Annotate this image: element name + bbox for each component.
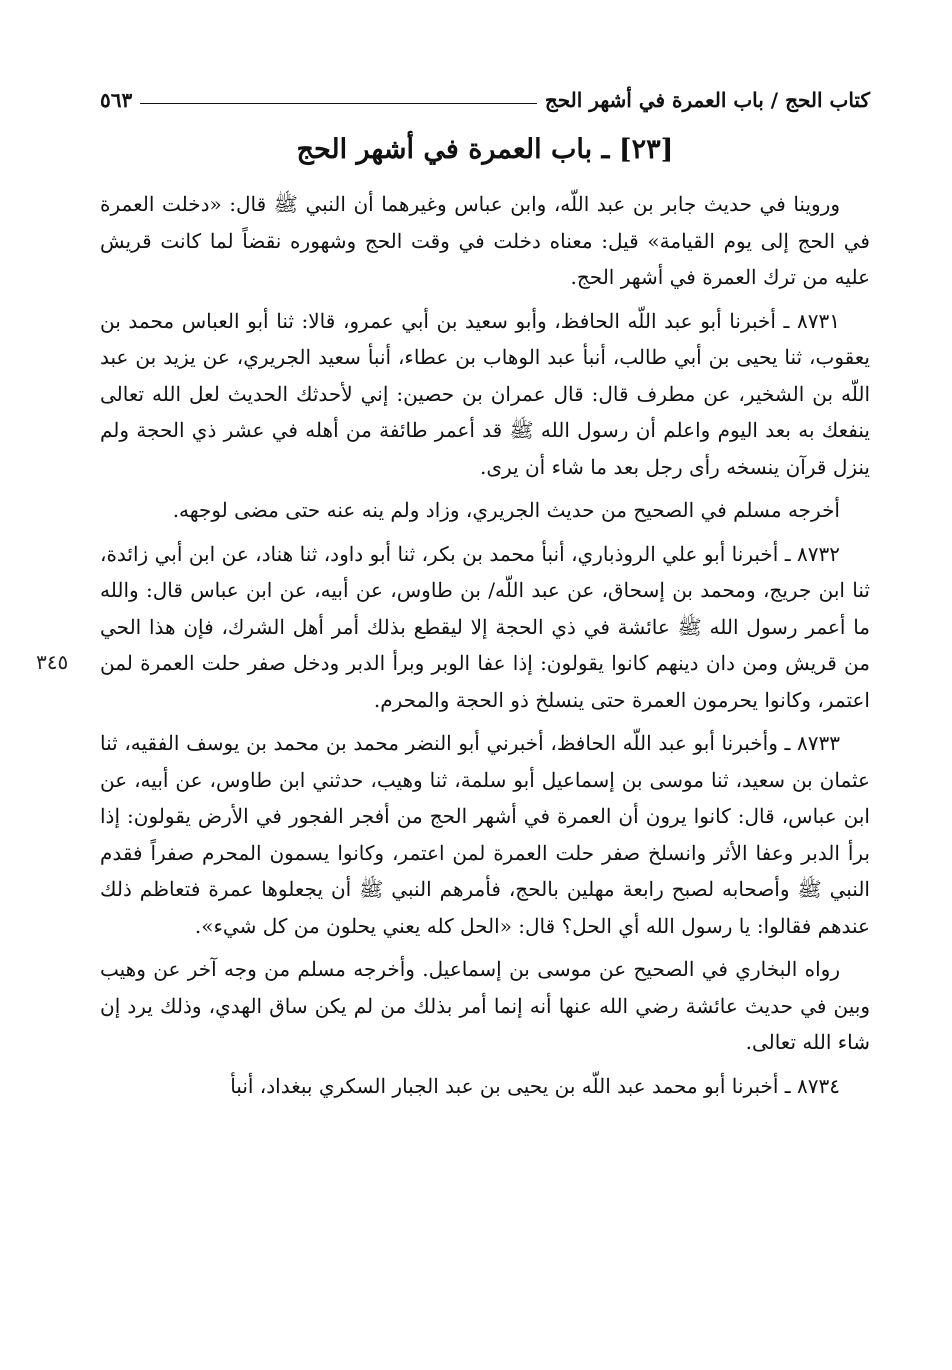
running-header [100, 76, 870, 112]
header-rule [140, 103, 537, 104]
paragraph-takhrij-8733: رواه البخاري في الصحيح عن موسى بن إسماعيل. وأخرجه مسلم من وجه آخر عن وهيب وبين في حديث عائشة رضي الله عنها أنه إنما أمر بذلك من لم يكن ساق الهدي، وذلك يرد إن شاء الله تعالى. [100, 957, 870, 1054]
paragraph-hadith-8732: ٨٧٣٢ ـ أخبرنا أبو علي الروذباري، أنبأ محمد بن بكر، ثنا أبو داود، ثنا هناد، عن ابن أبي زائدة، ثنا ابن جريج، ومحمد بن إسحاق، عن عبد اللّه/ بن طاوس، عن أبيه، عن ابن عباس قال: والله ما أعمر رسول الله ﷺ عائشة في ذي الحجة إلا ليقطع بذلك أمر أهل الشرك، فإن هذا الحي من قريش ومن دان دينهم كانوا يقولون: إذا عفا الوبر وبرأ الدبر ودخل صفر حلت العمرة لمن اعتمر، وكانوا يحرمون العمرة حتى ينسلخ ذو الحجة والمحرم. [100, 541, 870, 712]
paragraph-hadith-8733: ٨٧٣٣ ـ وأخبرنا أبو عبد اللّه الحافظ، أخبرني أبو النضر محمد بن محمد بن يوسف الفقيه، ثنا عثمان بن سعيد، ثنا موسى بن إسماعيل أبو سلمة، ثنا وهيب، حدثني ابن طاوس، عن أبيه، عن ابن عباس، قال: كانوا يرون أن العمرة في أشهر الحج من أفجر الفجور في الأرض يقولون: إذا برأ الدبر وعفا الأثر وانسلخ صفر حلت العمرة لمن اعتمر، وكانوا يسمون المحرم صفراً فقدم النبي ﷺ وأصحابه لصبح رابعة مهلين بالحج، فأمرهم النبي ﷺ أن يجعلوها عمرة فتعاظم ذلك عندهم فقالوا: يا رسول الله أي الحل؟ قال: «الحل كله يعني يحلون من كل شيء». [100, 731, 870, 938]
body-text [100, 186, 870, 1111]
page-number: ٥٦٣ [100, 88, 133, 112]
paragraph-intro: وروينا في حديث جابر بن عبد اللّه، وابن عباس وغيرهما أن النبي ﷺ قال: «دخلت العمرة في الحج إلى يوم القيامة» قيل: معناه دخلت في وقت الحج وشهوره نقضاً لما كانت قريش عليه من ترك العمرة في أشهر الحج. [100, 192, 870, 289]
chapter-title: [٢٣] ـ باب العمرة في أشهر الحج [296, 134, 674, 165]
running-header-title: كتاب الحج / باب العمرة في أشهر الحج [544, 88, 870, 112]
margin-volume-page-note: ٣٤٥ [36, 650, 69, 674]
paragraph-hadith-8734: ٨٧٣٤ ـ أخبرنا أبو محمد عبد اللّه بن يحيى بن عبد الجبار السكري ببغداد، أنبأ [230, 1073, 840, 1098]
paragraph-hadith-8731: ٨٧٣١ ـ أخبرنا أبو عبد اللّه الحافظ، وأبو سعيد بن أبي عمرو، قالا: ثنا أبو العباس محمد بن يعقوب، ثنا يحيى بن أبي طالب، أنبأ عبد الوهاب بن عطاء، أنبأ سعيد الجريري، عن يزيد بن عبد اللّه بن الشخير، عن مطرف قال: قال عمران بن حصين: إني لأحدثك الحديث لعل الله تعالى ينفعك به بعد اليوم واعلم أن رسول الله ﷺ قد أعمر طائفة من أهله في عشر ذي الحجة ولم ينزل قرآن ينسخه رأى رجل بعد ما شاء أن يرى. [100, 308, 870, 479]
paragraph-takhrij-8731: أخرجه مسلم في الصحيح من حديث الجريري، وزاد ولم ينه عنه حتى مضى لوجهه. [172, 498, 840, 522]
